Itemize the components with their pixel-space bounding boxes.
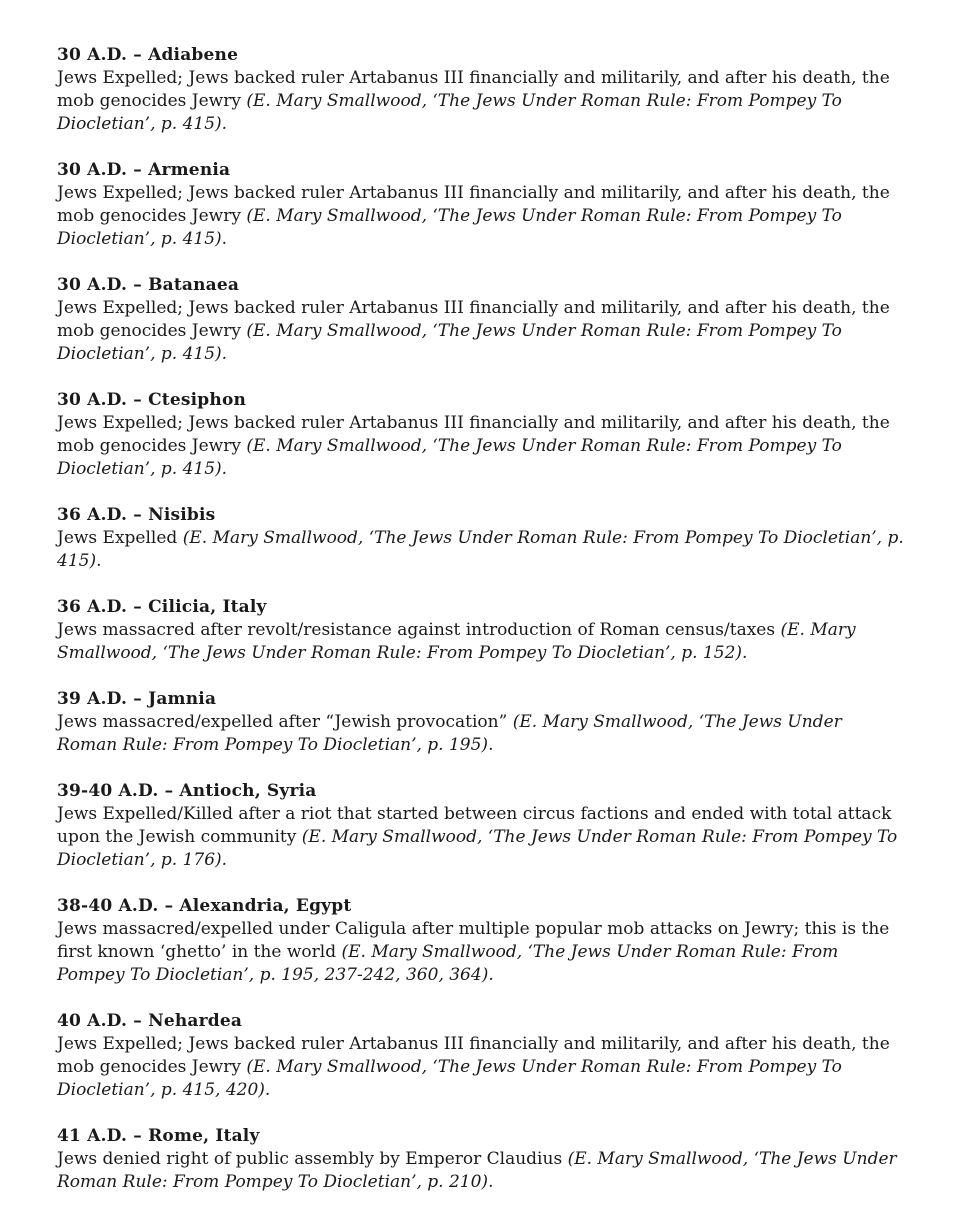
entry-citation: (E. Mary Smallwood, ‘The Jews Under Roman Rule: From Pompey To Diocletian’, p. 195, 237-242, 360, 364). [57, 942, 839, 985]
timeline-entry [57, 504, 906, 573]
entry-body [57, 1033, 906, 1102]
entry-citation: (E. Mary Smallwood, ‘The Jews Under Roman Rule: From Pompey To Diocletian’, p. 152). [57, 620, 856, 663]
entry-citation: (E. Mary Smallwood, ‘The Jews Under Roman Rule: From Pompey To Diocletian’, p. 415). [57, 321, 842, 364]
entry-heading: 36 A.D. – Cilicia, Italy [57, 597, 267, 617]
entry-body [57, 619, 906, 665]
entry-body [57, 1148, 906, 1194]
entry-heading: 38-40 A.D. – Alexandria, Egypt [57, 896, 352, 916]
entry-body [57, 918, 906, 987]
entry-citation: (E. Mary Smallwood, ‘The Jews Under Roman Rule: From Pompey To Diocletian’, p. 415, 420). [57, 1057, 842, 1100]
timeline-entry [57, 44, 906, 136]
entry-description: Jews Expelled; Jews backed ruler Artabanus III financially and militarily, and after his death, the mob genocides Jewry [57, 68, 890, 111]
entry-heading: 30 A.D. – Armenia [57, 160, 231, 180]
entry-description: Jews Expelled; Jews backed ruler Artabanus III financially and militarily, and after his death, the mob genocides Jewry [57, 183, 890, 226]
entry-heading: 41 A.D. – Rome, Italy [57, 1126, 260, 1146]
entry-body [57, 412, 906, 481]
entry-citation: (E. Mary Smallwood, ‘The Jews Under Roman Rule: From Pompey To Diocletian’, p. 415). [57, 436, 842, 479]
entry-description: Jews massacred/expelled after “Jewish provocation” [57, 712, 508, 732]
entry-heading: 30 A.D. – Ctesiphon [57, 390, 247, 410]
entry-description: Jews denied right of public assembly by Emperor Claudius [57, 1149, 563, 1169]
entry-heading: 40 A.D. – Nehardea [57, 1011, 243, 1031]
entry-description: Jews Expelled; Jews backed ruler Artabanus III financially and militarily, and after his death, the mob genocides Jewry [57, 413, 890, 456]
entry-description: Jews Expelled/Killed after a riot that started between circus factions and ended with total attack upon the Jewish community [57, 804, 892, 847]
entry-description: Jews Expelled; Jews backed ruler Artabanus III financially and militarily, and after his death, the mob genocides Jewry [57, 1034, 890, 1077]
timeline-entry [57, 1010, 906, 1102]
timeline-entry [57, 274, 906, 366]
entry-description: Jews Expelled [57, 528, 178, 548]
entry-citation: (E. Mary Smallwood, ‘The Jews Under Roman Rule: From Pompey To Diocletian’, p. 415). [57, 206, 842, 249]
timeline-entry [57, 389, 906, 481]
entry-heading: 39-40 A.D. – Antioch, Syria [57, 781, 317, 801]
timeline-entry [57, 688, 906, 757]
entry-citation: (E. Mary Smallwood, ‘The Jews Under Roman Rule: From Pompey To Diocletian’, p. 210). [57, 1149, 897, 1192]
entry-citation: (E. Mary Smallwood, ‘The Jews Under Roman Rule: From Pompey To Diocletian’, p. 415). [57, 91, 842, 134]
entry-description: Jews Expelled; Jews backed ruler Artabanus III financially and militarily, and after his death, the mob genocides Jewry [57, 298, 890, 341]
timeline-entry [57, 159, 906, 251]
entry-body [57, 67, 906, 136]
entry-heading: 36 A.D. – Nisibis [57, 505, 216, 525]
entry-citation: (E. Mary Smallwood, ‘The Jews Under Roman Rule: From Pompey To Diocletian’, p. 176). [57, 827, 898, 870]
entry-body [57, 711, 906, 757]
timeline-entry [57, 780, 906, 872]
entry-heading: 30 A.D. – Batanaea [57, 275, 240, 295]
entry-body [57, 527, 906, 573]
entry-citation: (E. Mary Smallwood, ‘The Jews Under Roman Rule: From Pompey To Diocletian’, p. 415). [57, 528, 904, 571]
timeline-entry [57, 895, 906, 987]
entry-description: Jews massacred after revolt/resistance against introduction of Roman census/taxes [57, 620, 776, 640]
timeline-entry [57, 596, 906, 665]
entry-heading: 30 A.D. – Adiabene [57, 45, 239, 65]
entry-description: Jews massacred/expelled under Caligula after multiple popular mob attacks on Jewry; this is the first known ‘ghetto’ in the world [57, 919, 890, 962]
entry-citation: (E. Mary Smallwood, ‘The Jews Under Roman Rule: From Pompey To Diocletian’, p. 195). [57, 712, 842, 755]
entry-body [57, 182, 906, 251]
entry-heading: 39 A.D. – Jamnia [57, 689, 217, 709]
entry-body [57, 297, 906, 366]
entry-body [57, 803, 906, 872]
timeline-entry [57, 1125, 906, 1194]
